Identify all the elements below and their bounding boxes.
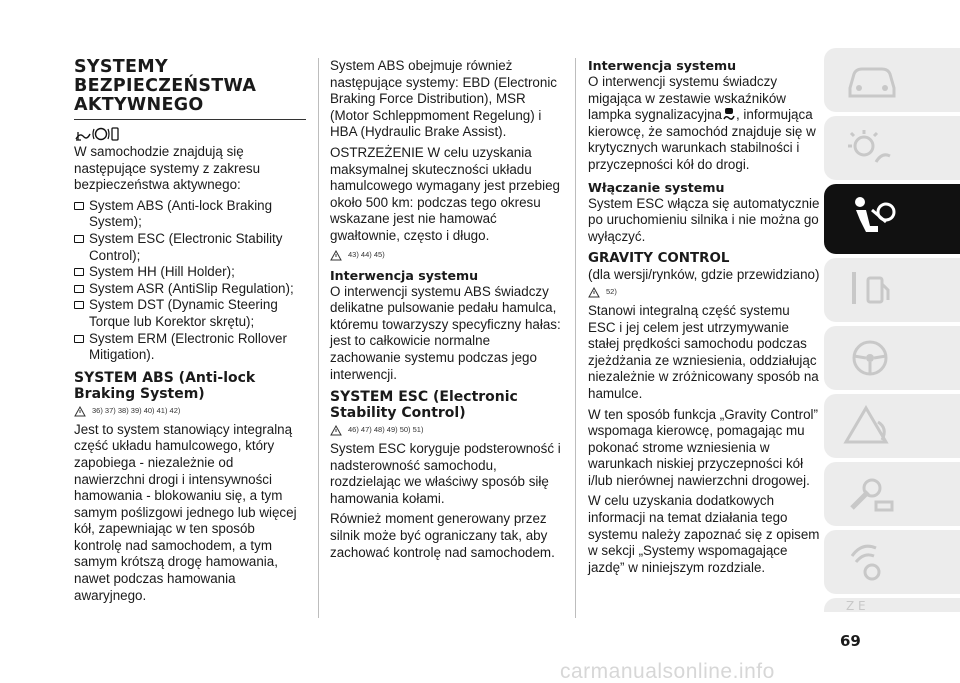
list-item bbox=[74, 281, 306, 298]
warning-refs-text: 43) 44) 45) bbox=[348, 249, 385, 259]
dashboard-lights-icon bbox=[842, 122, 902, 174]
abs-intervention-body: O interwencji systemu ABS świadczy delikatne pulsowanie pedału hamulca, któremu towarzyszy specyficzny hałas: jest to całkowicie normalne zachowanie systemu podczas jego interwencji. bbox=[330, 283, 561, 382]
esc-body-1: System ESC koryguje podsterowność i nadsterowność samochodu, rozdzielając we właściwy sposób siłę hamowania kołami. bbox=[330, 441, 561, 506]
tab-steering[interactable] bbox=[824, 326, 960, 390]
column-2 bbox=[330, 58, 562, 565]
tab-dashboard-lights[interactable] bbox=[824, 116, 960, 180]
list-item bbox=[74, 198, 306, 231]
tab-index[interactable] bbox=[824, 598, 960, 612]
esc-body-2: Również moment generowany przez silnik może być ograniczany tak, aby zachować kontrolę nad samochodem. bbox=[330, 511, 555, 560]
page-number: 69 bbox=[840, 632, 861, 650]
chapter-tabs bbox=[824, 48, 960, 611]
bullet-box-icon bbox=[74, 202, 84, 210]
list-item bbox=[74, 297, 306, 330]
warning-refs-text: 52) bbox=[606, 287, 617, 297]
list-item-text: System ABS (Anti-lock Braking System); bbox=[89, 197, 273, 230]
wrench-car-icon bbox=[842, 468, 902, 520]
esc-intervention-title: Interwencja systemu bbox=[588, 58, 737, 73]
tab-multimedia[interactable] bbox=[824, 530, 960, 594]
warning-triangle-icon bbox=[74, 406, 86, 417]
list-item-text: System ERM (Electronic Rollover Mitigation). bbox=[89, 330, 287, 363]
steering-wheel-icon bbox=[842, 332, 902, 384]
list-item-text: System HH (Hill Holder); bbox=[89, 264, 235, 280]
column-1 bbox=[74, 58, 306, 608]
warning-refs bbox=[330, 249, 562, 262]
tab-maintenance[interactable] bbox=[824, 462, 960, 526]
watermark: carmanualsonline.info bbox=[560, 660, 775, 683]
tab-key-fuel[interactable] bbox=[824, 258, 960, 322]
column-divider bbox=[575, 58, 576, 618]
tab-safety[interactable] bbox=[824, 184, 960, 254]
enable-title: Włączanie systemu bbox=[588, 179, 725, 195]
warning-refs bbox=[330, 424, 562, 437]
warning-triangle-icon bbox=[842, 400, 902, 452]
gravity-body-1: Stanowi integralną część systemu ESC i jej celem jest utrzymywanie stałej prędkości samochodu podczas zjeżdżania ze wzniesienia, oddziałując niezależnie w zróżnicowany sposób na hamulce. bbox=[588, 302, 819, 401]
intro-text: W samochodzie znajdują się następujące systemy z zakresu bezpieczeństwa aktywnego: bbox=[74, 144, 261, 193]
warning-triangle-icon bbox=[588, 287, 600, 298]
warning-refs-text: 36) 37) 38) 39) 40) 41) 42) bbox=[92, 405, 181, 415]
warning-triangle-icon bbox=[330, 250, 342, 261]
system-icons-row bbox=[74, 126, 306, 142]
esc-abs-icons bbox=[74, 126, 120, 142]
abs-warning-text: OSTRZEŻENIE W celu uzyskania maksymalnej skuteczności układu hamulcowego wymagany jest przebieg około 500 km: podczas tego okresu wskazane jest nie hamować gwałtownie, często i długo. bbox=[330, 144, 560, 243]
abs-intervention-title: Interwencja systemu bbox=[330, 267, 479, 283]
list-item-text: System DST (Dynamic Steering Torque lub Korektor skrętu); bbox=[89, 297, 278, 329]
list-item bbox=[74, 264, 306, 281]
esc-warning-lamp-icon bbox=[722, 107, 736, 121]
warning-refs bbox=[588, 286, 820, 299]
list-item bbox=[74, 331, 306, 364]
warning-triangle-icon bbox=[330, 425, 342, 436]
abs-body: Jest to system stanowiący integralną część układu hamulcowego, który zapobiega - niezależnie od nawierzchni drogi i intensywności hamowania - blokowaniu się, a tym samym poślizgowi jednego lub więcej kół, zapewniając w ten sposób kontrolę nad samochodem, a tym samym krótszą drogę hamowania, nawet podczas hamowania awaryjnego. bbox=[74, 421, 297, 603]
phone-nav-icon bbox=[842, 536, 902, 588]
bullet-box-icon bbox=[74, 335, 84, 343]
tab-emergency[interactable] bbox=[824, 394, 960, 458]
list-item-text: System ASR (AntiSlip Regulation); bbox=[89, 280, 294, 296]
list-item-text: System ESC (Electronic Stability Control); bbox=[89, 230, 283, 263]
list-item bbox=[74, 231, 306, 264]
title-rule bbox=[74, 119, 306, 120]
section-title: SYSTEMY BEZPIECZEŃSTWA AKTYWNEGO bbox=[74, 57, 257, 115]
tab-car[interactable] bbox=[824, 48, 960, 112]
bullet-box-icon bbox=[74, 285, 84, 293]
gravity-subtitle: (dla wersji/rynków, gdzie przewidziano) bbox=[588, 267, 820, 283]
gravity-body-3: W celu uzyskania dodatkowych informacji na temat działania tego systemu należy zapoznać się z opisem w sekcji „Systemy wspomagające jazdę” w niniejszym rozdziale. bbox=[588, 493, 820, 575]
abs-title: SYSTEM ABS (Anti-lock Braking System) bbox=[74, 369, 256, 402]
safety-airbag-icon bbox=[842, 190, 902, 246]
gravity-body-2: W ten sposób funkcja „Gravity Control” wspomaga kierowcę, pomagając mu pokonać strome wzniesienia w warunkach niskiej przyczepności kół i/lub nierównej nawierzchni drogowej. bbox=[588, 406, 818, 488]
bullet-box-icon bbox=[74, 301, 84, 309]
car-icon bbox=[842, 54, 902, 106]
bullet-box-icon bbox=[74, 235, 84, 243]
alphabet-index-icon bbox=[842, 598, 902, 612]
abs-extra-systems: System ABS obejmuje również następujące systemy: EBD (Electronic Braking Force Distribution), MSR (Motor Schleppmoment Regelung) i HBA (Hydraulic Brake Assist). bbox=[330, 58, 557, 140]
svg-text:Z E: Z E bbox=[846, 599, 866, 612]
warning-refs-text: 46) 47) 48) 49) 50) 51) bbox=[348, 425, 424, 435]
warning-refs bbox=[74, 405, 306, 418]
key-fuel-icon bbox=[842, 264, 902, 316]
gravity-title: GRAVITY CONTROL bbox=[588, 251, 730, 267]
enable-body: System ESC włącza się automatycznie po uruchomieniu silnika i nie można go wyłączyć. bbox=[588, 195, 820, 244]
esc-title: SYSTEM ESC (Electronic Stability Control) bbox=[330, 389, 518, 422]
column-divider bbox=[318, 58, 319, 618]
column-3 bbox=[588, 58, 820, 580]
systems-list bbox=[74, 198, 306, 364]
esc-intervention-body: O interwencji systemu świadczy migająca w zestawie wskaźników lampka sygnalizacyjna , informująca kierowcę, że samochód znajduje się w krytycznych warunkach stabilności i przyczepności kół do drogi. bbox=[588, 74, 816, 172]
bullet-box-icon bbox=[74, 268, 84, 276]
